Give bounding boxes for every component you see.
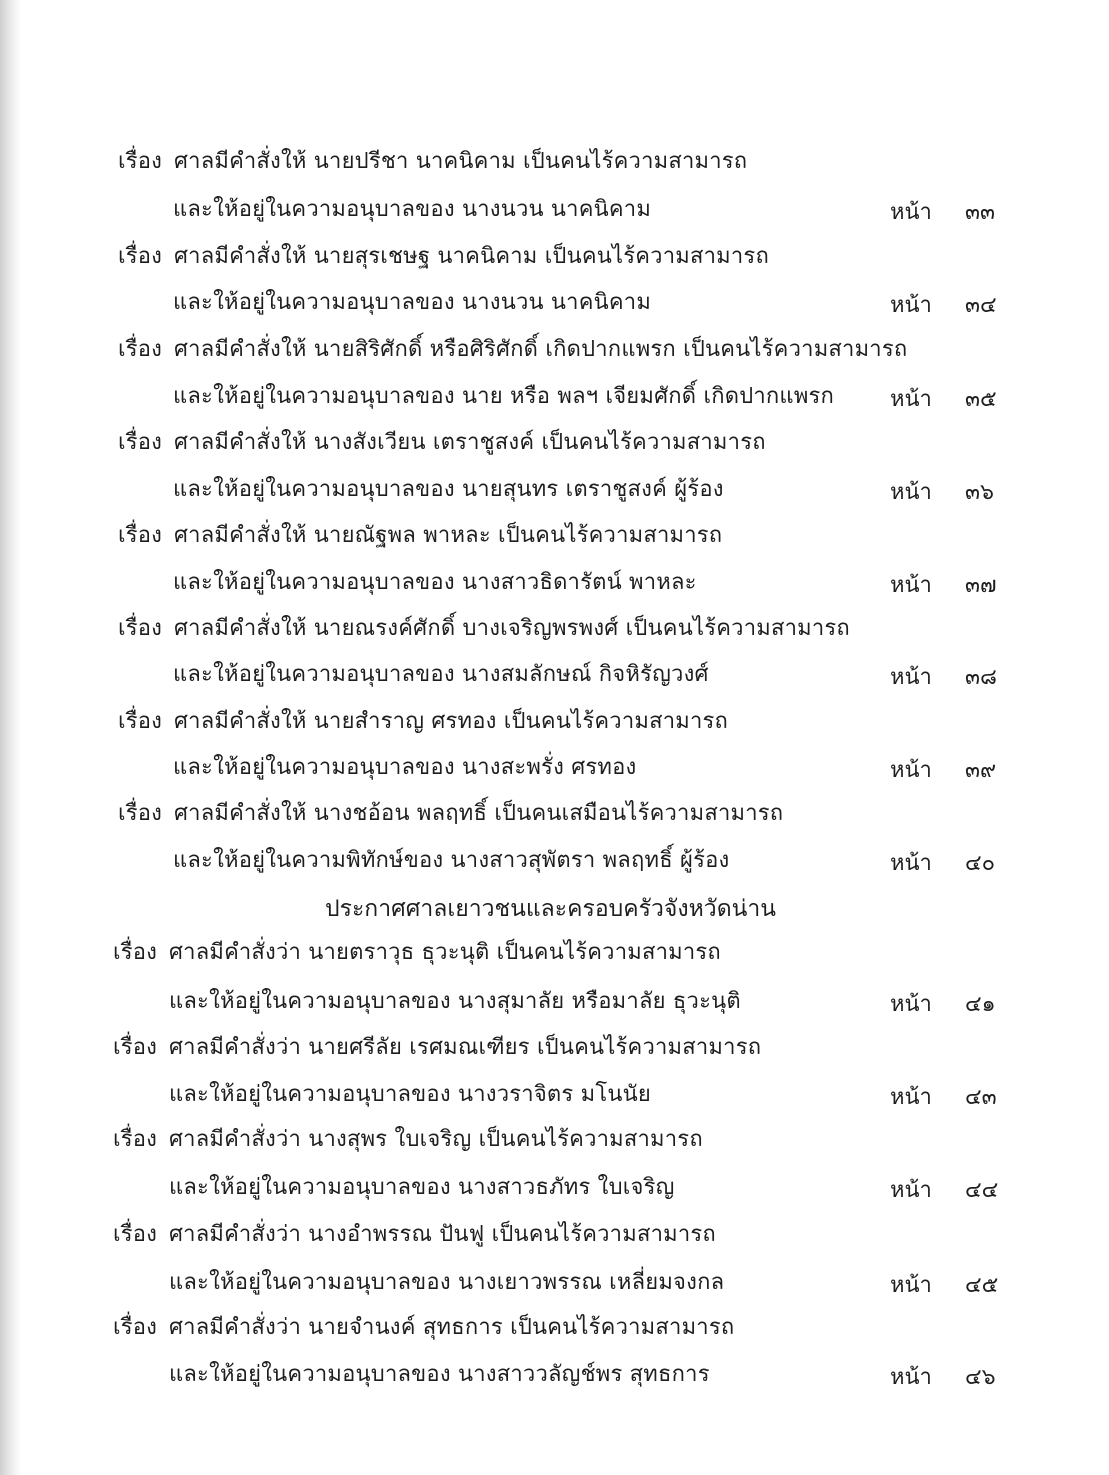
entry-8-line-1 [118,799,783,829]
page-label: หน้า [890,758,932,783]
page-label: หน้า [890,851,932,876]
entry-text: ศาลมีคำสั่งว่า นายศรีลัย เรศมณเฑียร เป็นคนไร้ความสามารถ [169,1035,762,1060]
entry-10-line-1 [113,1033,761,1063]
entry-text: และให้อยู่ในความอนุบาลของ นายสุนทร เตราชูสงค์ ผู้ร้อง [173,477,724,502]
entry-text: และให้อยู่ในความอนุบาลของ นางสะพรั่ง ศรทอง [173,755,637,780]
entry-text: และให้อยู่ในความอนุบาลของ นางสาวธิดารัตน์ พาหละ [173,570,697,595]
entry-label: เรื่อง [113,1315,158,1340]
page-label: หน้า [890,387,932,412]
entry-text: ศาลมีคำสั่งให้ นายณรงค์ศักดิ์ บางเจริญพรพงศ์ เป็นคนไร้ความสามารถ [174,616,850,641]
page-number: ๓๓ [965,200,996,225]
entry-2-line-1 [118,242,769,272]
entry-2-line-2 [173,288,651,318]
entry-10-line-2 [169,1080,651,1110]
section-heading: ประกาศศาลเยาวชนและครอบครัวจังหวัดน่าน [325,896,777,922]
entry-text: และให้อยู่ในความอนุบาลของ นางสาววลัญช์พร สุทธการ [169,1362,710,1387]
page-number: ๔๓ [965,1085,997,1110]
entry-5-line-2 [173,568,697,598]
entry-4-line-2 [173,475,724,505]
page-number: ๓๔ [965,293,997,318]
page-number: ๓๙ [965,758,997,783]
entry-text: และให้อยู่ในความอนุบาลของ นางสมลักษณ์ กิจหิรัญวงศ์ [173,662,709,687]
page-number: ๓๕ [965,387,997,412]
entry-label: เรื่อง [113,1222,158,1247]
entry-6-line-1 [118,614,850,644]
page-label: หน้า [890,1178,932,1203]
entry-text: และให้อยู่ในความอนุบาลของ นางสุมาลัย หรือมาลัย ธุวะนุติ [169,989,741,1014]
entry-3-line-1 [118,335,907,365]
entry-7-line-1 [118,707,728,737]
entry-text: ศาลมีคำสั่งว่า นายตราวุธ ธุวะนุติ เป็นคนไร้ความสามารถ [169,940,721,965]
entry-text: ศาลมีคำสั่งว่า นายจำนงค์ สุทธการ เป็นคนไร้ความสามารถ [169,1315,735,1340]
entry-4-line-1 [118,428,766,458]
page-label: หน้า [890,665,932,690]
entry-label: เรื่อง [118,709,163,734]
entry-text: ศาลมีคำสั่งว่า นางสุพร ใบเจริญ เป็นคนไร้ความสามารถ [169,1127,703,1152]
page-label: หน้า [890,573,932,598]
page-label: หน้า [890,200,932,225]
entry-text: และให้อยู่ในความอนุบาลของ นางนวน นาคนิคาม [173,290,652,315]
entry-label: เรื่อง [113,1127,158,1152]
entry-text: และให้อยู่ในความอนุบาลของ นางนวน นาคนิคาม [173,197,652,222]
entry-text: ศาลมีคำสั่งให้ นายสิริศักดิ์ หรือศิริศักดิ์ เกิดปากแพรก เป็นคนไร้ความสามารถ [174,337,908,362]
page-label: หน้า [890,1273,932,1298]
page-number: ๔๑ [965,992,996,1017]
page-number: ๔๔ [965,1178,999,1203]
page-number: ๓๗ [965,573,997,598]
page-label: หน้า [890,1085,932,1110]
entry-1-line-2 [173,195,651,225]
entry-label: เรื่อง [118,616,163,641]
entry-3-line-2 [173,382,834,412]
page-label: หน้า [890,992,932,1017]
entry-1-line-1 [118,147,747,177]
page-number: ๔๕ [965,1273,999,1298]
entry-13-line-2 [169,1360,710,1390]
entry-label: เรื่อง [118,801,163,826]
page-label: หน้า [890,293,932,318]
entry-text: และให้อยู่ในความอนุบาลของ นางวราจิตร มโนนัย [169,1082,651,1107]
entry-7-line-2 [173,753,636,783]
entry-text: ศาลมีคำสั่งว่า นางอำพรรณ ปันฟู เป็นคนไร้ความสามารถ [169,1222,716,1247]
entry-text: ศาลมีคำสั่งให้ นางชอ้อน พลฤทธิ์ เป็นคนเสมือนไร้ความสามารถ [174,801,784,826]
page-label: หน้า [890,480,932,505]
entry-text: ศาลมีคำสั่งให้ นายปรีชา นาคนิคาม เป็นคนไร้ความสามารถ [174,149,748,174]
entry-11-line-2 [169,1173,675,1203]
page-label: หน้า [890,1365,932,1390]
page-number: ๓๘ [965,665,998,690]
entry-12-line-2 [169,1268,724,1298]
entry-label: เรื่อง [118,337,163,362]
entry-5-line-1 [118,521,722,551]
entry-text: ศาลมีคำสั่งให้ นายณัฐพล พาหละ เป็นคนไร้ความสามารถ [174,523,723,548]
entry-label: เรื่อง [118,430,163,455]
entry-text: และให้อยู่ในความอนุบาลของ นางเยาวพรรณ เหลี่ยมจงกล [169,1270,725,1295]
entry-13-line-1 [113,1313,734,1343]
entry-text: และให้อยู่ในความพิทักษ์ของ นางสาวสุพัตรา พลฤทธิ์ ผู้ร้อง [173,848,730,873]
entry-text: และให้อยู่ในความอนุบาลของ นาย หรือ พลฯ เจียมศักดิ์ เกิดปากแพรก [173,384,835,409]
entry-label: เรื่อง [118,149,163,174]
entry-text: ศาลมีคำสั่งให้ นายสำราญ ศรทอง เป็นคนไร้ความสามารถ [174,709,729,734]
entry-8-line-2 [173,846,729,876]
entry-11-line-1 [113,1125,703,1155]
entry-6-line-2 [173,660,709,690]
page-number: ๔๖ [965,1365,996,1390]
entry-label: เรื่อง [118,244,163,269]
entry-label: เรื่อง [113,940,158,965]
page-number: ๓๖ [965,480,995,505]
entry-9-line-2 [169,987,741,1017]
page-number: ๔๐ [965,851,996,876]
entry-text: ศาลมีคำสั่งให้ นายสุรเชษฐ นาคนิคาม เป็นคนไร้ความสามารถ [174,244,769,269]
entry-text: และให้อยู่ในความอนุบาลของ นางสาวธภัทร ใบเจริญ [169,1175,675,1200]
entry-9-line-1 [113,938,721,968]
entry-label: เรื่อง [118,523,163,548]
entry-text: ศาลมีคำสั่งให้ นางสังเวียน เตราชูสงค์ เป็นคนไร้ความสามารถ [174,430,766,455]
entry-12-line-1 [113,1220,716,1250]
entry-label: เรื่อง [113,1035,158,1060]
